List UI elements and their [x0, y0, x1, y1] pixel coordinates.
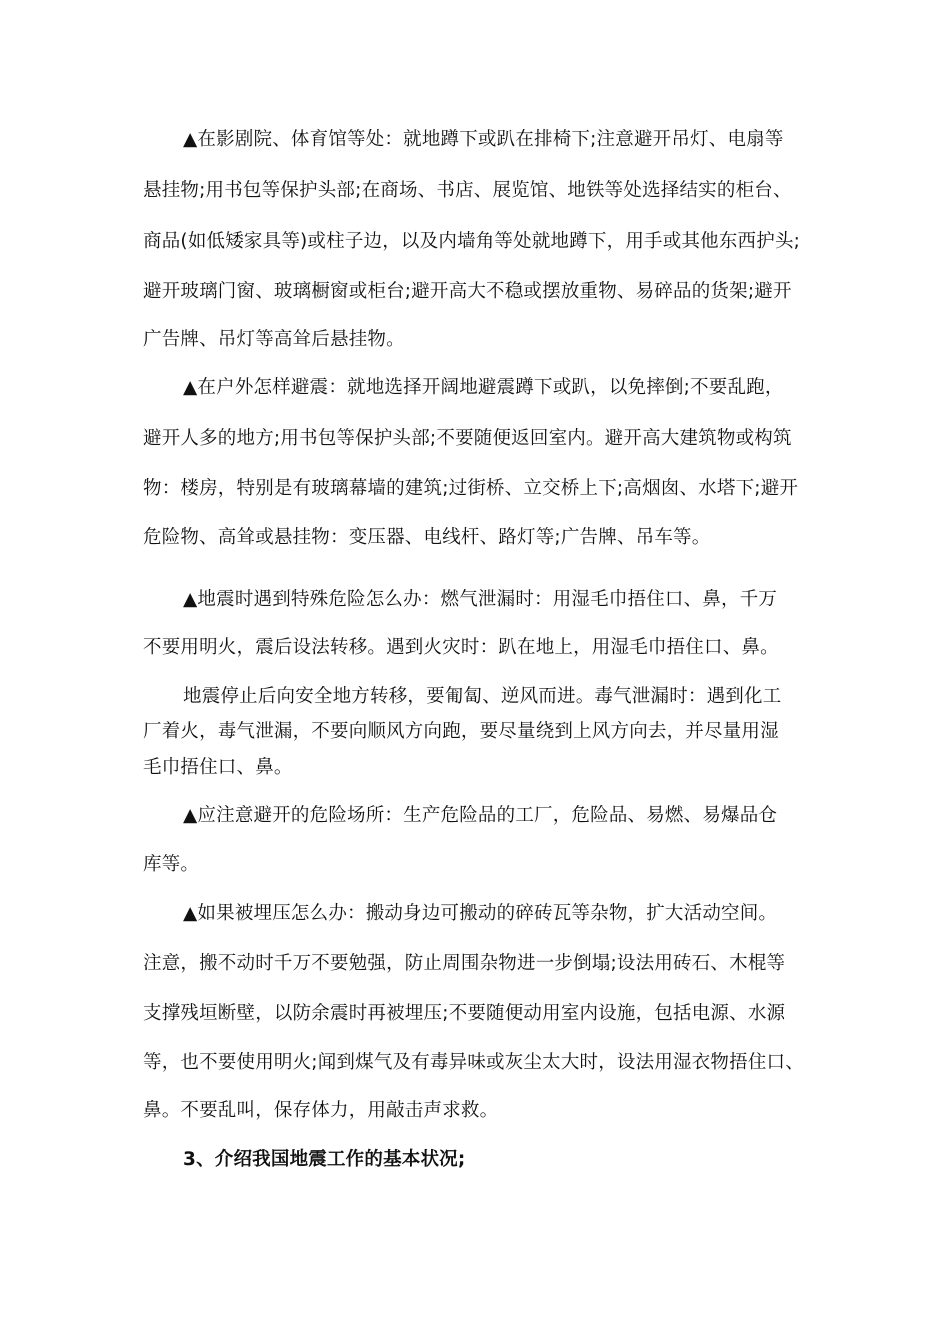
paragraph-avoid-places-line-2: 库等。: [143, 854, 200, 875]
section-heading-3: 3、介绍我国地震工作的基本状况;: [183, 1149, 466, 1170]
paragraph-special-danger-line-2: 不要用明火，震后设法转移。遇到火灾时：趴在地上，用湿毛巾捂住口、鼻。: [143, 637, 779, 658]
paragraph-theater-line-4: 避开玻璃门窗、玻璃橱窗或柜台;避开高大不稳或摆放重物、易碎品的货架;避开: [143, 281, 792, 302]
paragraph-outdoors-line-2: 避开人多的地方;用书包等保护头部;不要随便返回室内。避开高大建筑物或构筑: [143, 428, 792, 449]
paragraph-buried-line-3: 支撑残垣断壁，以防余震时再被埋压;不要随便动用室内设施，包括电源、水源: [143, 1003, 786, 1024]
paragraph-special-danger-line-1: ▲地震时遇到特殊危险怎么办：燃气泄漏时：用湿毛巾捂住口、鼻，千万: [183, 589, 778, 610]
paragraph-after-quake-line-1: 地震停止后向安全地方转移，要匍匐、逆风而进。毒气泄漏时：遇到化工: [183, 686, 782, 707]
paragraph-avoid-places-line-1: ▲应注意避开的危险场所：生产危险品的工厂，危险品、易燃、易爆品仓: [183, 805, 778, 826]
paragraph-theater-line-3: 商品(如低矮家具等)或柱子边，以及内墙角等处就地蹲下，用手或其他东西护头;: [143, 231, 801, 252]
paragraph-buried-line-2: 注意，搬不动时千万不要勉强，防止周围杂物进一步倒塌;设法用砖石、木棍等: [143, 953, 786, 974]
paragraph-theater-line-1: ▲在影剧院、体育馆等处：就地蹲下或趴在排椅下;注意避开吊灯、电扇等: [183, 129, 784, 150]
paragraph-buried-line-4: 等，也不要使用明火;闻到煤气及有毒异味或灰尘太大时，设法用湿衣物捂住口、: [143, 1052, 804, 1073]
paragraph-after-quake-line-3: 毛巾捂住口、鼻。: [143, 757, 293, 778]
paragraph-buried-line-5: 鼻。不要乱叫，保存体力，用敲击声求救。: [143, 1100, 499, 1121]
paragraph-theater-line-5: 广告牌、吊灯等高耸后悬挂物。: [143, 329, 405, 350]
paragraph-outdoors-line-3: 物：楼房，特别是有玻璃幕墙的建筑;过街桥、立交桥上下;高烟囱、水塔下;避开: [143, 478, 799, 499]
paragraph-outdoors-line-1: ▲在户外怎样避震：就地选择开阔地避震蹲下或趴，以免摔倒;不要乱跑，: [183, 377, 784, 398]
paragraph-theater-line-2: 悬挂物;用书包等保护头部;在商场、书店、展览馆、地铁等处选择结实的柜台、: [143, 180, 792, 201]
paragraph-buried-line-1: ▲如果被埋压怎么办：搬动身边可搬动的碎砖瓦等杂物，扩大活动空间。: [183, 903, 778, 924]
paragraph-after-quake-line-2: 厂着火，毒气泄漏，不要向顺风方向跑，要尽量绕到上风方向去，并尽量用湿: [143, 721, 779, 742]
paragraph-outdoors-line-4: 危险物、高耸或悬挂物：变压器、电线杆、路灯等;广告牌、吊车等。: [143, 527, 711, 548]
